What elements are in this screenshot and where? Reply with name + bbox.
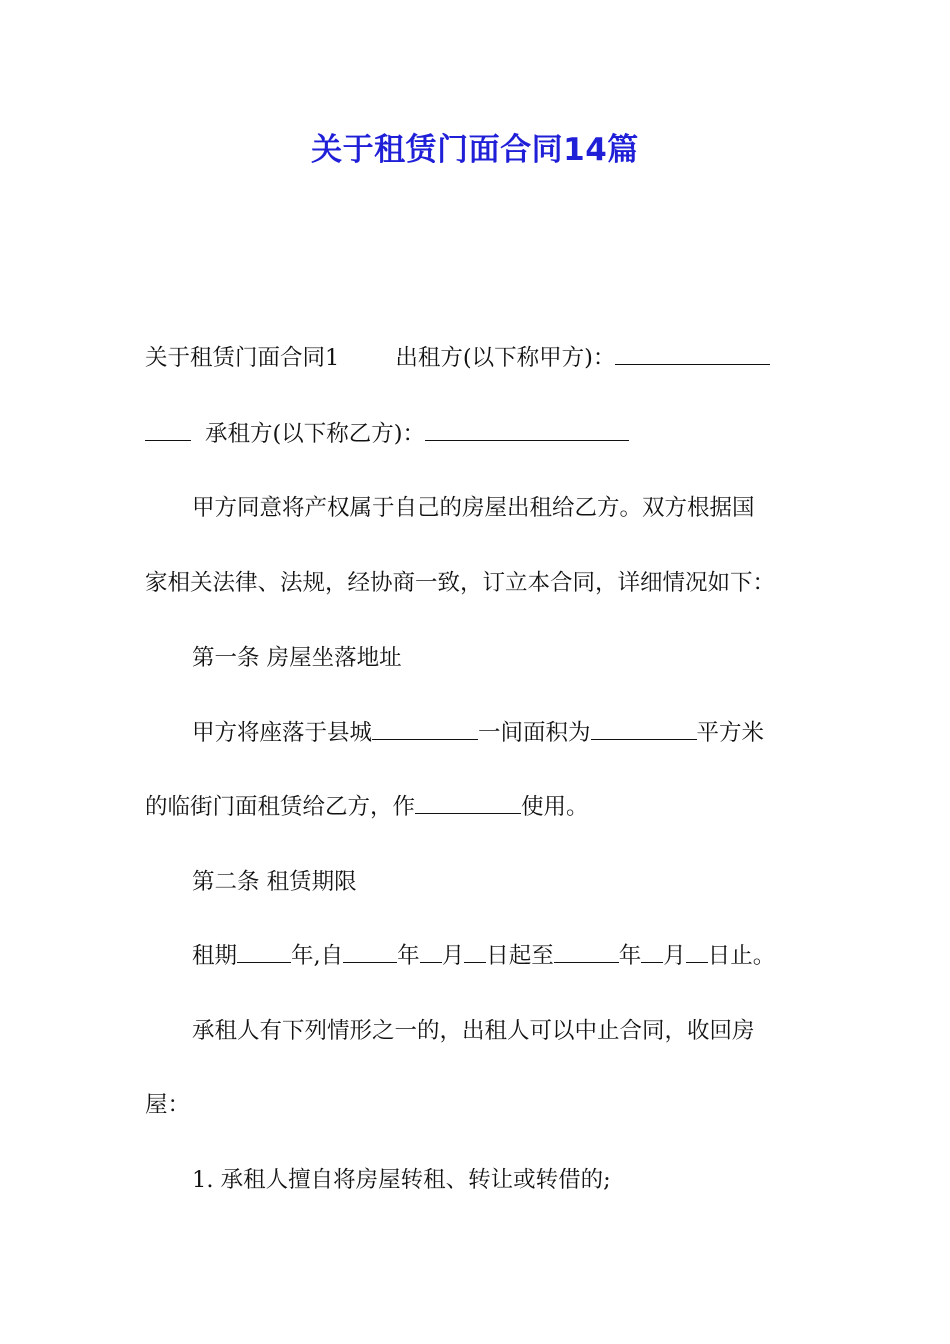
address-text: 甲方将座落于县城: [192, 720, 373, 746]
lessee-blank: [425, 416, 629, 441]
lessee-line: [0, 416, 950, 452]
area-unit-text: 平方米: [696, 720, 765, 746]
article-title: 第一条 房屋坐落地址: [192, 645, 402, 671]
paragraph-line: 家相关法律、法规，经协商一致，订立本合同，详细情况如下：: [145, 570, 776, 596]
paragraph-line: 甲方同意将产权属于自己的房屋出租给乙方。双方根据国: [192, 495, 755, 521]
start-month-blank: [420, 938, 442, 963]
end-month-blank: [641, 938, 663, 963]
lessor-label: 出租方(以下称甲方)：: [395, 345, 616, 371]
contract-heading-line: [0, 340, 950, 376]
article-title: 第二条 租赁期限: [192, 869, 357, 895]
start-day-blank: [464, 938, 486, 963]
lessee-label: 承租方(以下称乙方)：: [205, 421, 426, 447]
usage-line: [0, 789, 950, 825]
lessor-blank: [615, 340, 770, 365]
list-item: 1. 承租人擅自将房屋转租、转让或转借的;: [192, 1167, 611, 1193]
term-line: [0, 938, 950, 974]
term-text: 年,自: [291, 943, 344, 969]
term-text: 租期: [192, 943, 238, 969]
term-text: 日起至: [486, 943, 554, 969]
term-text: 月: [441, 943, 465, 969]
end-year-blank: [554, 938, 619, 963]
term-text: 年: [618, 943, 642, 969]
term-text: 年: [397, 943, 420, 969]
usage-suffix-text: 使用。: [521, 794, 589, 820]
paragraph-line: 承租人有下列情形之一的，出租人可以中止合同，收回房: [192, 1018, 755, 1044]
contract-subtitle: 关于租赁门面合同1: [145, 345, 340, 371]
start-year-blank: [343, 938, 397, 963]
lessor-blank-continued: [145, 416, 191, 441]
term-text: 日止。: [707, 943, 776, 969]
paragraph-line: 屋：: [145, 1092, 191, 1118]
address-blank: [372, 715, 478, 740]
term-years-blank: [237, 938, 291, 963]
area-text: 一间面积为: [478, 720, 591, 746]
usage-text: 的临街门面租赁给乙方，作: [145, 794, 416, 820]
usage-blank: [415, 789, 521, 814]
address-line: [0, 715, 950, 751]
end-day-blank: [686, 938, 708, 963]
term-text: 月: [663, 943, 686, 969]
page-title: 关于租赁门面合同14篇: [311, 132, 639, 168]
area-blank: [591, 715, 697, 740]
